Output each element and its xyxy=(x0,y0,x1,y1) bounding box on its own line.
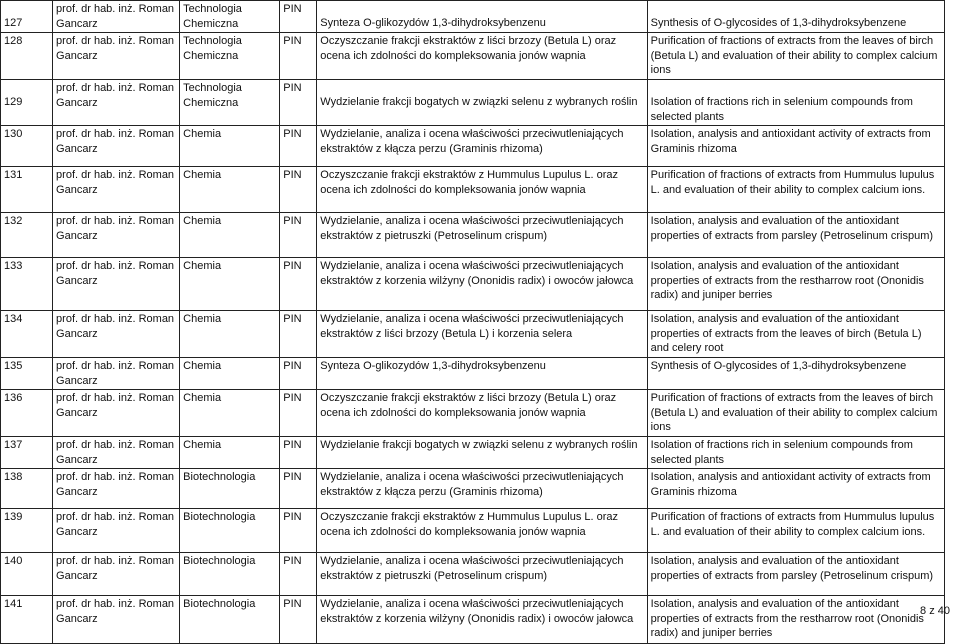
table-row xyxy=(1,1,945,33)
language: PIN xyxy=(280,596,317,644)
row-number: 134 xyxy=(1,311,53,358)
field-of-study: Chemia xyxy=(180,311,280,358)
row-number: 137 xyxy=(1,436,53,468)
table-row xyxy=(1,596,945,644)
row-number: 140 xyxy=(1,553,53,596)
row-number: 131 xyxy=(1,167,53,213)
language: PIN xyxy=(280,509,317,553)
supervisor: prof. dr hab. inż. Roman Gancarz xyxy=(53,596,180,644)
language: PIN xyxy=(280,311,317,358)
language: PIN xyxy=(280,1,317,33)
supervisor: prof. dr hab. inż. Roman Gancarz xyxy=(53,436,180,468)
table-row xyxy=(1,311,945,358)
title-english: Purification of fractions of extracts from the leaves of birch (Betula L) and evaluation of their ability to complex calcium ions xyxy=(647,390,944,437)
table-row xyxy=(1,553,945,596)
field-of-study: Technologia Chemiczna xyxy=(180,33,280,80)
supervisor: prof. dr hab. inż. Roman Gancarz xyxy=(53,553,180,596)
title-polish: Wydzielanie, analiza i ocena właściwości przeciwutleniających ekstraktów z kłącza perzu (Graminis rhizoma) xyxy=(317,126,647,167)
title-polish: Wydzielanie, analiza i ocena właściwości przeciwutleniających ekstraktów z kłącza perzu (Graminis rhizoma) xyxy=(317,469,647,509)
title-polish: Wydzielanie, analiza i ocena właściwości przeciwutleniających ekstraktów z korzenia wilżyny (Ononidis radix) i owoców jałowca xyxy=(317,596,647,644)
supervisor: prof. dr hab. inż. Roman Gancarz xyxy=(53,33,180,80)
row-number: 128 xyxy=(1,33,53,80)
supervisor: prof. dr hab. inż. Roman Gancarz xyxy=(53,213,180,258)
row-number: 129 xyxy=(1,79,53,125)
title-english: Purification of fractions of extracts from the leaves of birch (Betula L) and evaluation of their ability to complex calcium ions xyxy=(647,33,944,80)
title-polish: Synteza O-glikozydów 1,3-dihydroksybenzenu xyxy=(317,1,647,33)
title-polish: Wydzielanie, analiza i ocena właściwości przeciwutleniających ekstraktów z pietruszki (Petroselinum crispum) xyxy=(317,213,647,258)
title-polish: Wydzielanie, analiza i ocena właściwości przeciwutleniających ekstraktów z korzenia wilżyny (Ononidis radix) i owoców jałowca xyxy=(317,258,647,311)
title-polish: Oczyszczanie frakcji ekstraktów z Hummulus Lupulus L. oraz ocena ich zdolności do kompleksowania jonów wapnia xyxy=(317,509,647,553)
supervisor: prof. dr hab. inż. Roman Gancarz xyxy=(53,509,180,553)
field-of-study: Technologia Chemiczna xyxy=(180,79,280,125)
row-number: 141 xyxy=(1,596,53,644)
supervisor: prof. dr hab. inż. Roman Gancarz xyxy=(53,357,180,389)
table-row xyxy=(1,390,945,437)
field-of-study: Chemia xyxy=(180,258,280,311)
language: PIN xyxy=(280,469,317,509)
supervisor: prof. dr hab. inż. Roman Gancarz xyxy=(53,1,180,33)
supervisor: prof. dr hab. inż. Roman Gancarz xyxy=(53,167,180,213)
row-number: 139 xyxy=(1,509,53,553)
table-row xyxy=(1,258,945,311)
title-polish: Wydzielanie, analiza i ocena właściwości przeciwutleniających ekstraktów z liści brzozy (Betula L) i korzenia selera xyxy=(317,311,647,358)
table-row xyxy=(1,357,945,389)
field-of-study: Technologia Chemiczna xyxy=(180,1,280,33)
title-english: Isolation, analysis and antioxidant activity of extracts from Graminis rhizoma xyxy=(647,469,944,509)
field-of-study: Biotechnologia xyxy=(180,553,280,596)
title-polish: Oczyszczanie frakcji ekstraktów z Hummulus Lupulus L. oraz ocena ich zdolności do kompleksowania jonów wapnia xyxy=(317,167,647,213)
title-english: Purification of fractions of extracts from Hummulus lupulus L. and evaluation of their ability to complex calcium ions. xyxy=(647,509,944,553)
field-of-study: Chemia xyxy=(180,167,280,213)
title-polish: Oczyszczanie frakcji ekstraktów z liści brzozy (Betula L) oraz ocena ich zdolności do kompleksowania jonów wapnia xyxy=(317,33,647,80)
language: PIN xyxy=(280,213,317,258)
row-number: 133 xyxy=(1,258,53,311)
field-of-study: Biotechnologia xyxy=(180,509,280,553)
field-of-study: Biotechnologia xyxy=(180,469,280,509)
table-row xyxy=(1,167,945,213)
language: PIN xyxy=(280,79,317,125)
title-english: Isolation of fractions rich in selenium compounds from selected plants xyxy=(647,436,944,468)
field-of-study: Chemia xyxy=(180,436,280,468)
language: PIN xyxy=(280,357,317,389)
supervisor: prof. dr hab. inż. Roman Gancarz xyxy=(53,79,180,125)
title-english: Isolation, analysis and evaluation of the antioxidant properties of extracts from the restharrow root (Ononidis radix) and juniper berries xyxy=(647,258,944,311)
supervisor: prof. dr hab. inż. Roman Gancarz xyxy=(53,469,180,509)
field-of-study: Chemia xyxy=(180,126,280,167)
title-polish: Wydzielanie frakcji bogatych w związki selenu z wybranych roślin xyxy=(317,436,647,468)
row-number: 127 xyxy=(1,1,53,33)
language: PIN xyxy=(280,126,317,167)
title-polish: Wydzielanie frakcji bogatych w związki selenu z wybranych roślin xyxy=(317,79,647,125)
row-number: 138 xyxy=(1,469,53,509)
title-polish: Wydzielanie, analiza i ocena właściwości przeciwutleniających ekstraktów z pietruszki (Petroselinum crispum) xyxy=(317,553,647,596)
supervisor: prof. dr hab. inż. Roman Gancarz xyxy=(53,126,180,167)
table-row xyxy=(1,33,945,80)
supervisor: prof. dr hab. inż. Roman Gancarz xyxy=(53,390,180,437)
table-row xyxy=(1,436,945,468)
language: PIN xyxy=(280,553,317,596)
title-english: Isolation of fractions rich in selenium compounds from selected plants xyxy=(647,79,944,125)
table-row xyxy=(1,213,945,258)
title-english: Synthesis of O-glycosides of 1,3-dihydroksybenzene xyxy=(647,1,944,33)
row-number: 135 xyxy=(1,357,53,389)
table-row xyxy=(1,509,945,553)
title-polish: Oczyszczanie frakcji ekstraktów z liści brzozy (Betula L) oraz ocena ich zdolności do kompleksowania jonów wapnia xyxy=(317,390,647,437)
table-row xyxy=(1,79,945,125)
row-number: 130 xyxy=(1,126,53,167)
title-english: Synthesis of O-glycosides of 1,3-dihydroksybenzene xyxy=(647,357,944,389)
language: PIN xyxy=(280,167,317,213)
title-english: Purification of fractions of extracts from Hummulus lupulus L. and evaluation of their ability to complex calcium ions. xyxy=(647,167,944,213)
language: PIN xyxy=(280,33,317,80)
title-polish: Synteza O-glikozydów 1,3-dihydroksybenzenu xyxy=(317,357,647,389)
field-of-study: Biotechnologia xyxy=(180,596,280,644)
title-english: Isolation, analysis and evaluation of the antioxidant properties of extracts from the leaves of birch (Betula L) and celery root xyxy=(647,311,944,358)
page-number: 8 z 40 xyxy=(920,605,950,618)
table-row xyxy=(1,126,945,167)
supervisor: prof. dr hab. inż. Roman Gancarz xyxy=(53,311,180,358)
field-of-study: Chemia xyxy=(180,213,280,258)
row-number: 136 xyxy=(1,390,53,437)
language: PIN xyxy=(280,258,317,311)
title-english: Isolation, analysis and evaluation of the antioxidant properties of extracts from the restharrow root (Ononidis radix) and juniper berries xyxy=(647,596,944,644)
table-body xyxy=(1,1,945,644)
language: PIN xyxy=(280,390,317,437)
title-english: Isolation, analysis and evaluation of the antioxidant properties of extracts from parsley (Petroselinum crispum) xyxy=(647,213,944,258)
title-english: Isolation, analysis and evaluation of the antioxidant properties of extracts from parsley (Petroselinum crispum) xyxy=(647,553,944,596)
table-row xyxy=(1,469,945,509)
row-number: 132 xyxy=(1,213,53,258)
field-of-study: Chemia xyxy=(180,390,280,437)
language: PIN xyxy=(280,436,317,468)
title-english: Isolation, analysis and antioxidant activity of extracts from Graminis rhizoma xyxy=(647,126,944,167)
field-of-study: Chemia xyxy=(180,357,280,389)
supervisor: prof. dr hab. inż. Roman Gancarz xyxy=(53,258,180,311)
